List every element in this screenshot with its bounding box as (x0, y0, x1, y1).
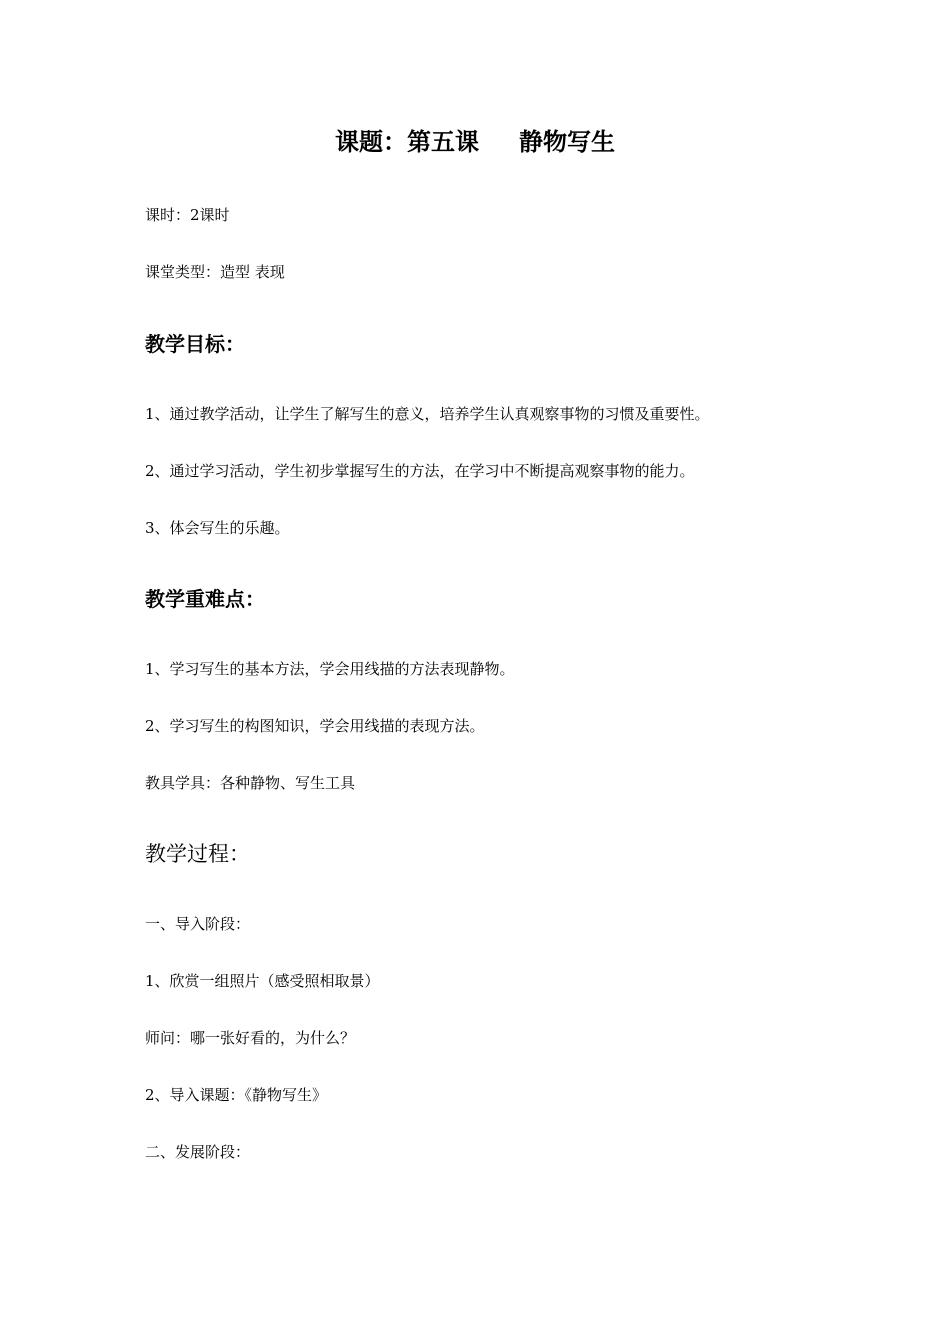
objective-item-3: 3、体会写生的乐趣。 (145, 519, 290, 537)
title-lesson: 课题：第五课 (335, 127, 479, 156)
teaching-tools: 教具学具：各种静物、写生工具 (145, 774, 356, 792)
class-hours: 课时：2课时 (145, 206, 230, 224)
process-line-1: 一、导入阶段： (145, 915, 251, 933)
process-line-3: 师问：哪一张好看的，为什么？ (145, 1029, 356, 1047)
key-points-heading: 教学重难点： (145, 587, 265, 611)
page-title (0, 126, 950, 158)
key-point-item-1: 1、学习写生的基本方法，学会用线描的方法表现静物。 (145, 660, 515, 678)
objective-item-1: 1、通过教学活动，让学生了解写生的意义，培养学生认真观察事物的习惯及重要性。 (145, 405, 710, 423)
process-heading: 教学过程： (145, 842, 250, 866)
objective-item-2: 2、通过学习活动，学生初步掌握写生的方法，在学习中不断提高观察事物的能力。 (145, 462, 695, 480)
objectives-heading: 教学目标： (145, 332, 245, 356)
title-topic: 静物写生 (519, 127, 615, 156)
key-point-item-2: 2、学习写生的构图知识，学会用线描的表现方法。 (145, 717, 485, 735)
process-line-2: 1、欣赏一组照片（感受照相取景） (145, 972, 380, 990)
process-line-4: 2、导入课题：《静物写生》 (145, 1086, 328, 1104)
class-type: 课堂类型：造型 表现 (145, 263, 285, 281)
process-line-5: 二、发展阶段： (145, 1143, 251, 1161)
